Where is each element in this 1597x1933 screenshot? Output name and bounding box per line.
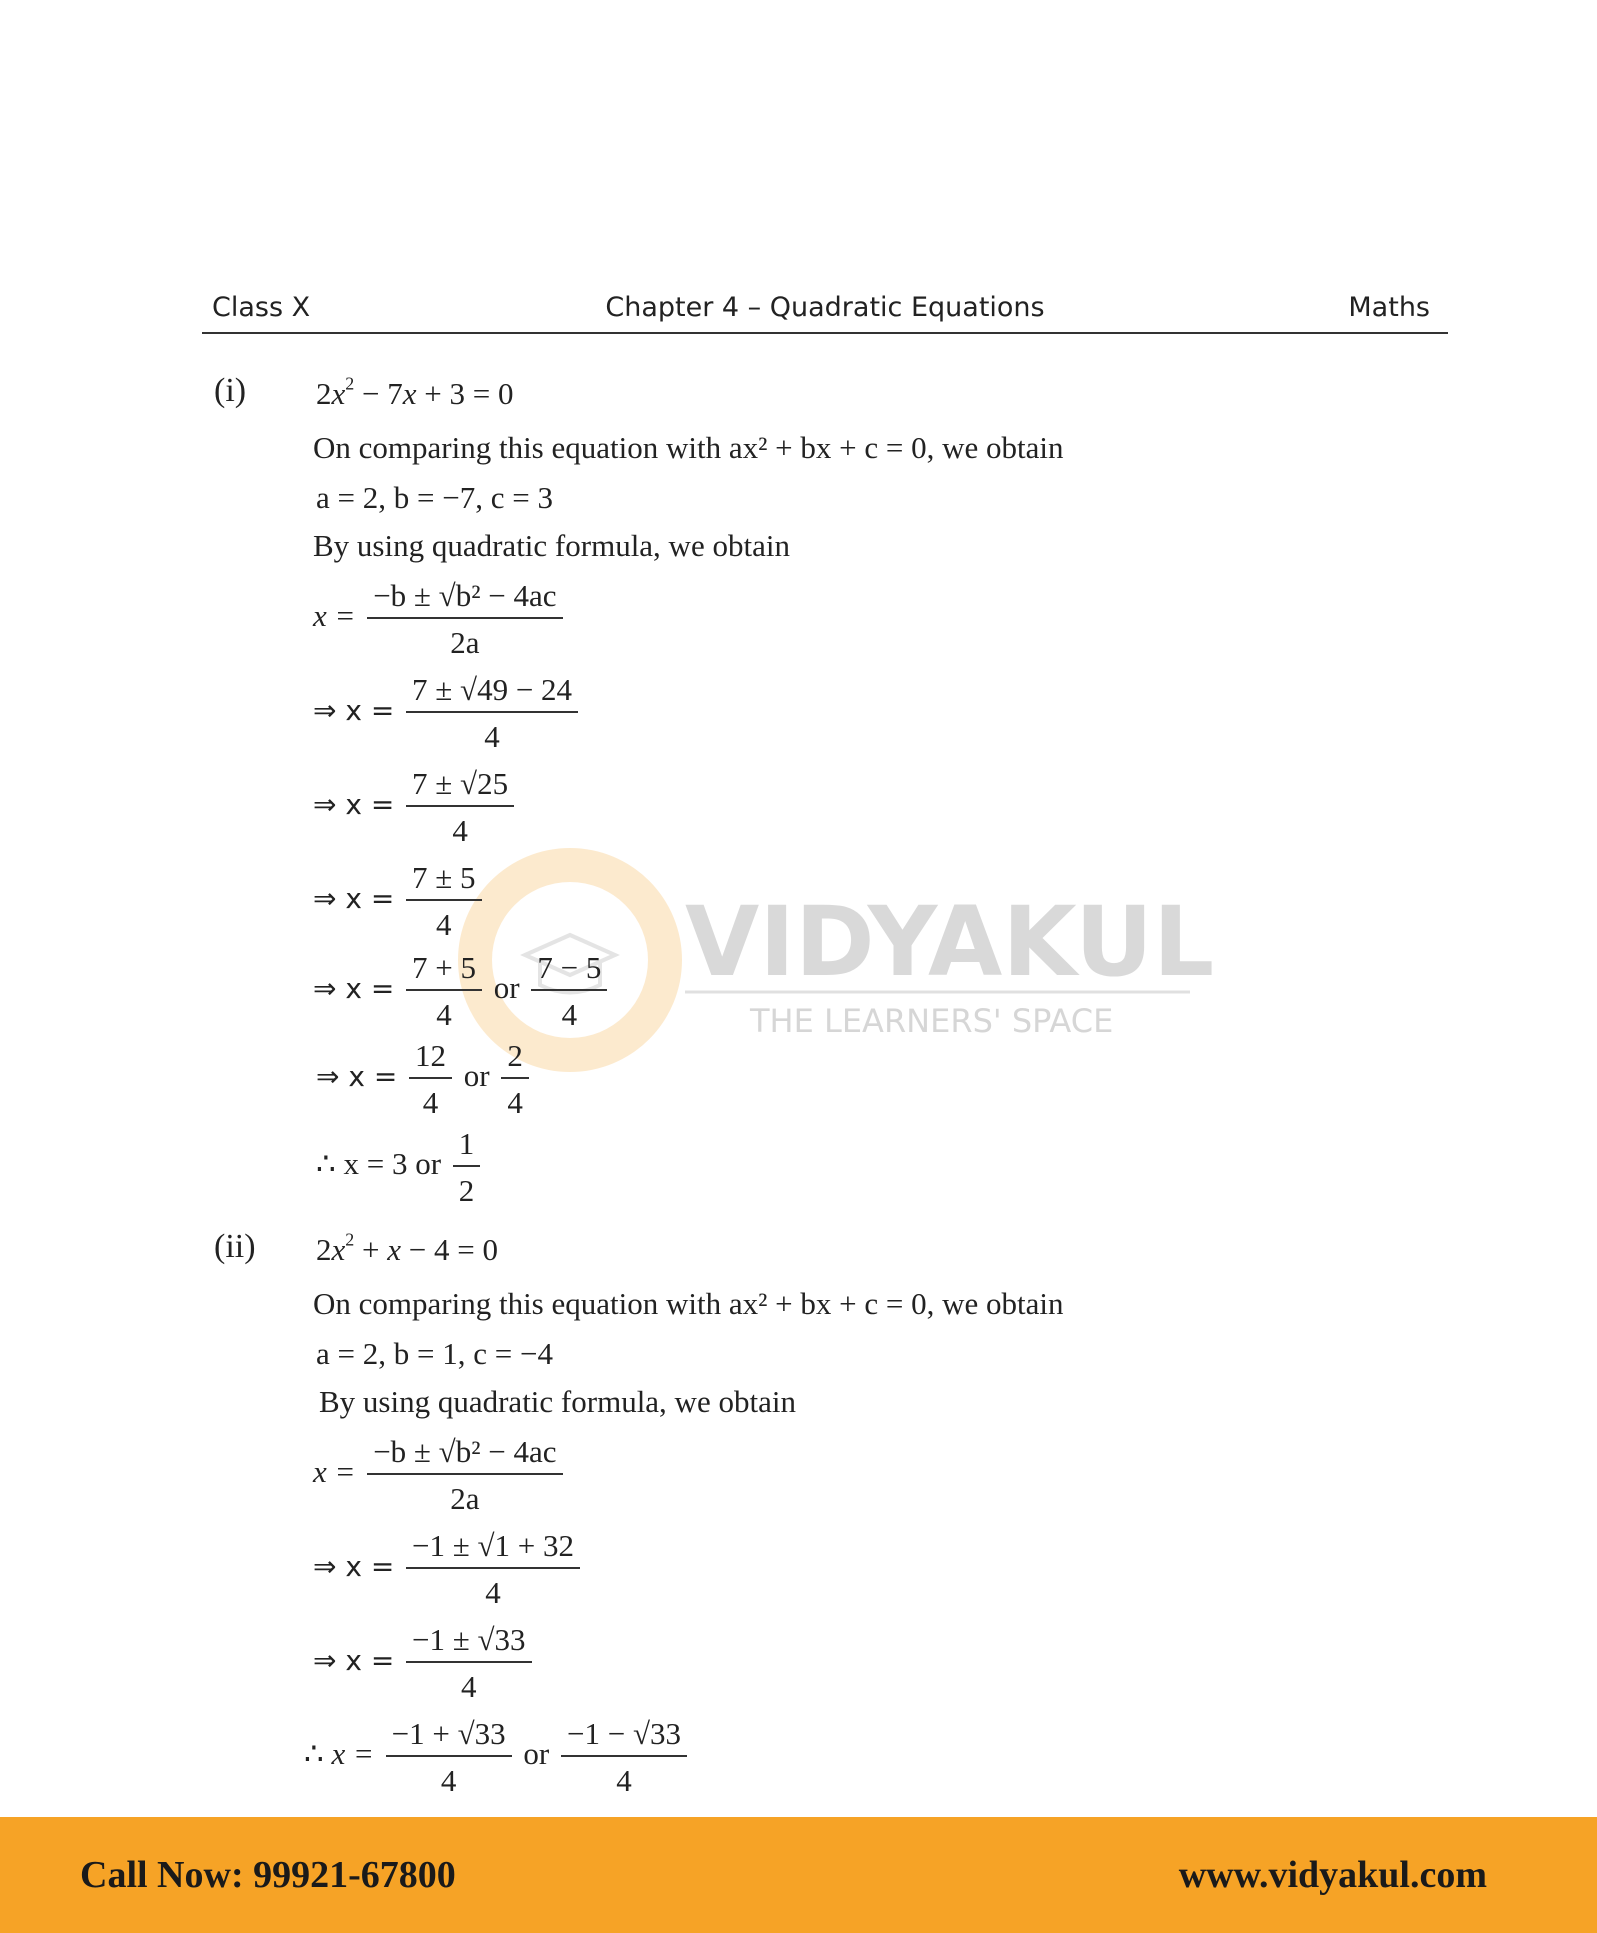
page-header [202,288,1448,334]
footer-bar [0,1817,1597,1933]
part-i-step2: ⇒ x = $\frac{7 \pm √25}{4}$ [313,768,518,846]
footer-call-now[interactable]: Call Now: 99921-67800 [80,1854,456,1896]
part-ii-coefficients: a = 2, b = 1, c = −4 [316,1336,553,1371]
footer-website-link[interactable]: www.vidyakul.com [1178,1854,1487,1896]
part-i-result: ∴ x = 3 or $\frac{1}{2}$ [316,1128,484,1206]
part-i-compare: On comparing this equation with ax² + bx + c = 0, we obtain [313,430,1064,465]
part-ii-result: ∴ x = $\frac{-1 + √33}{4}$ or $\frac{-1 - √33}{4}$ [304,1718,691,1796]
part-ii-formula-intro: By using quadratic formula, we obtain [319,1384,796,1419]
header-chapter: Chapter 4 – Quadratic Equations [605,292,1045,323]
header-subject: Maths [1348,292,1430,323]
part-i-coefficients: a = 2, b = −7, c = 3 [316,480,553,515]
header-class: Class X [212,292,311,323]
part-i-step4: ⇒ x = $\frac{7 + 5}{4}$ or $\frac{7 - 5}{4}$ [313,952,611,1030]
part-ii-formula: x = $\frac{\text{−b ± √b² − 4ac}}{2a}$ [313,1436,567,1514]
part-i-label: (i) [214,372,247,409]
part-i-equation: $2x^2 - 7x + 3 = 0$ [316,373,514,411]
watermark-tagline: THE LEARNERS' SPACE [750,1002,1114,1040]
watermark-brand: VIDYAKUL [685,886,1215,998]
part-ii-label: (ii) [214,1228,256,1265]
part-ii-compare: On comparing this equation with ax² + bx + c = 0, we obtain [313,1286,1064,1321]
part-ii-step1: ⇒ x = $\frac{-1 \pm √1 + 32}{4}$ [313,1530,584,1608]
part-ii-step2: ⇒ x = $\frac{-1 \pm √33}{4}$ [313,1624,536,1702]
part-i-step1: ⇒ x = $\frac{7 \pm √49 - 24}{4}$ [313,674,582,752]
part-i-formula-intro: By using quadratic formula, we obtain [313,528,790,563]
part-ii-equation: $2x^2 + x - 4 = 0$ [316,1229,498,1267]
part-i-step5: ⇒ x = $\frac{12}{4}$ or $\frac{2}{4}$ [316,1040,533,1118]
part-i-formula: x = $\frac{\text{−b ± √b² − 4ac}}{2a}$ [313,580,567,658]
part-i-step3: ⇒ x = $\frac{7 \pm 5}{4}$ [313,862,486,940]
